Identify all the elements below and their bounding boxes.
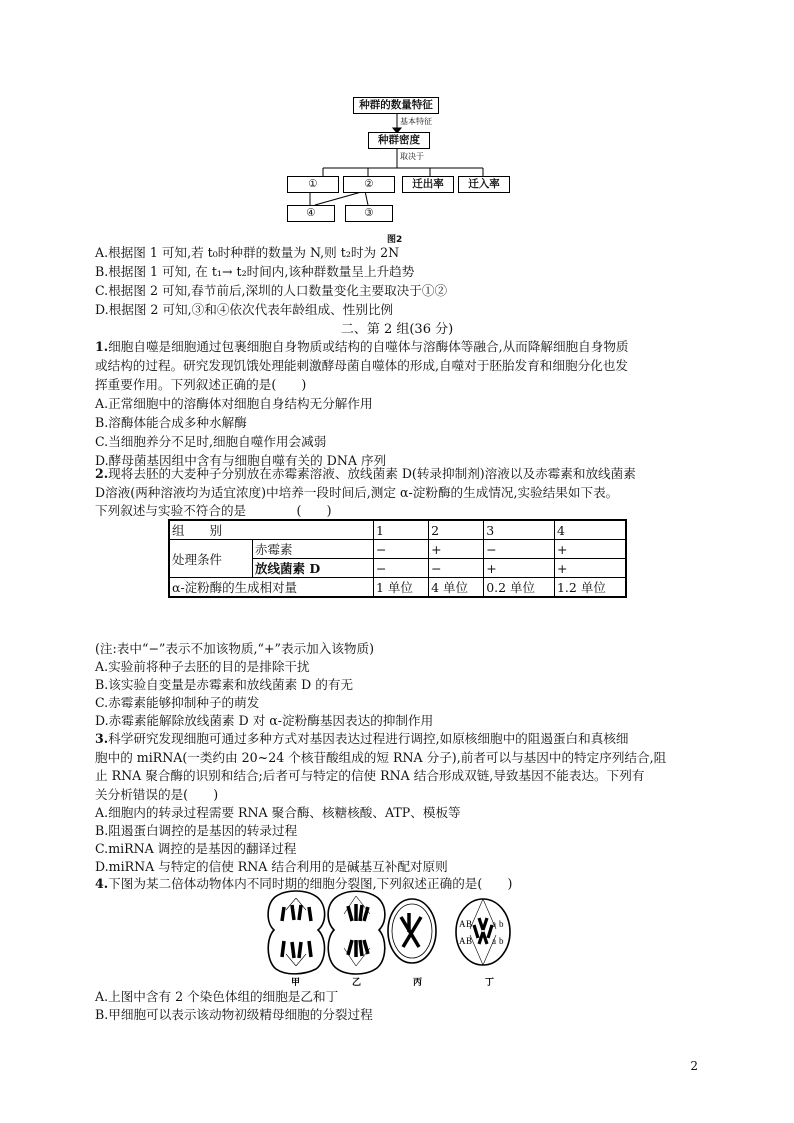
q3-stem-line-3: 止 RNA 聚合酶的识别和结合;后者可与特定的信使 RNA 结合形成双链,导致基因不能表达。下列有 [95, 768, 645, 783]
q2-number: 2. [95, 466, 109, 481]
q2-stem-line-2: D溶液(两种溶液均为适宜浓度)中培养一段时间后,测定 α-淀粉酶的生成情况,实验结果如下表。 [95, 485, 619, 500]
table-cell: + [554, 540, 626, 559]
box-immigration-rate: 迁入率 [458, 176, 510, 193]
q2-stem-text-1: 现将去胚的大麦种子分别放在赤霉素溶液、放线菌素 D(转录抑制剂)溶液以及赤霉素和放线菌素 [108, 466, 636, 481]
q1-option-c: C.当细胞养分不足时,细胞自噬作用会减弱 [95, 434, 327, 449]
table-actinomycin-label: 放线菌素 D [253, 559, 374, 578]
table-group-3: 3 [484, 520, 555, 540]
q3-option-c: C.miRNA 调控的是基因的翻译过程 [95, 841, 297, 856]
q3-option-b: B.阻遏蛋白调控的是基因的转录过程 [95, 823, 298, 838]
label-basic-feature: 基本特征 [400, 117, 432, 126]
q3-number: 3. [95, 731, 109, 746]
q4-stem-text: 下图为某二倍体动物体内不同时期的细胞分裂图,下列叙述正确的是( ) [108, 876, 513, 891]
q2-option-a: A.实验前将种子去胚的目的是排除干扰 [95, 659, 310, 674]
q1-option-a: A.正常细胞中的溶酶体对细胞自身结构无分解作用 [95, 396, 373, 411]
q4-number: 4. [95, 876, 109, 891]
section-title: 二、第 2 组(36 分) [340, 322, 454, 337]
q3-stem-line-2: 胞中的 miRNA(一类约由 20~24 个核苷酸组成的短 RNA 分子),前者可以与基因中的特定序列结合,阻 [95, 750, 667, 765]
gene-label: B [466, 936, 473, 946]
box-factor-2: ② [343, 176, 395, 193]
q3-stem-line-4: 关分析错误的是( ) [95, 787, 219, 802]
cell-label-bing: 丙 [413, 978, 423, 988]
gene-label: a [492, 919, 496, 929]
gene-label: b [499, 936, 504, 946]
cell-label-jia: 甲 [291, 978, 301, 988]
cell-label-yi: 乙 [352, 978, 362, 988]
q3-stem-text-1: 科学研究发现细胞可通过多种方式对基因表达过程进行调控,如原核细胞中的阻遏蛋白和真核细 [108, 731, 629, 746]
q1-number: 1. [95, 339, 109, 354]
q1-stem-text-1: 细胞自噬是细胞通过包裹细胞自身物质或结构的自噬体与溶酶体等融合,从而降解细胞自身物质 [108, 339, 629, 354]
cell-ding [456, 899, 510, 965]
gene-label: A [459, 919, 466, 929]
q1-stem-line-2: 或结构的过程。研究发现饥饿处理能刺激酵母菌自噬体的形成,自噬对于胚胎发育和细胞分化也发 [95, 358, 628, 373]
q2-option-c: C.赤霉素能够抑制种子的萌发 [95, 695, 260, 710]
gene-label: B [466, 919, 473, 929]
table-cell: − [373, 559, 428, 578]
figure-caption: 图2 [387, 235, 403, 245]
q1-option-b: B.溶酶体能合成多种水解酶 [95, 415, 247, 430]
table-cell: 0.2 单位 [484, 578, 555, 598]
gene-label: a [492, 936, 496, 946]
table-group-1: 1 [373, 520, 428, 540]
cell-label-ding: 丁 [485, 978, 495, 988]
table-treatment-label: 处理条件 [169, 540, 253, 578]
box-population-density: 种群密度 [368, 132, 430, 149]
q1-option-d: D.酵母菌基因组中含有与细胞自噬有关的 DNA 序列 [95, 453, 387, 468]
cell-bing [388, 899, 436, 963]
table-cell: − [429, 559, 484, 578]
gene-label: A [459, 936, 466, 946]
q2-option-b: B.该实验自变量是赤霉素和放线菌素 D 的有无 [95, 677, 354, 692]
box-population-characteristics: 种群的数量特征 [353, 97, 439, 114]
table-amylase-label: α-淀粉酶的生成相对量 [169, 578, 373, 598]
cell-jia [268, 891, 325, 974]
q2-table-note: (注:表中“−”表示不加该物质,“+”表示加入该物质) [95, 641, 375, 656]
table-cell: + [554, 559, 626, 578]
q3-option-d: D.miRNA 与特定的信使 RNA 结合利用的是碱基互补配对原则 [95, 859, 448, 874]
q2-option-d: D.赤霉素能解除放线菌素 D 对 α-淀粉酶基因表达的抑制作用 [95, 713, 434, 728]
table-cell: − [373, 540, 428, 559]
label-depends-on: 取决于 [400, 152, 424, 161]
page-number: 2 [690, 1059, 698, 1073]
box-factor-3: ③ [345, 205, 393, 222]
q3-option-a: A.细胞内的转录过程需要 RNA 聚合酶、核糖核酸、ATP、模板等 [95, 805, 461, 820]
table-header-group: 组 别 [169, 520, 373, 540]
prev-option-b: B.根据图 1 可知, 在 t₁→ t₂时间内,该种群数量呈上升趋势 [95, 264, 415, 279]
box-emigration-rate: 迁出率 [402, 176, 454, 193]
prev-option-a: A.根据图 1 可知,若 t₀时种群的数量为 N,则 t₂时为 2N [95, 245, 400, 260]
table-cell: + [429, 540, 484, 559]
table-group-4: 4 [554, 520, 626, 540]
table-cell: 4 单位 [429, 578, 484, 598]
table-cell: + [484, 559, 555, 578]
box-factor-1: ① [287, 176, 339, 193]
prev-option-c: C.根据图 2 可知,春节前后,深圳的人口数量变化主要取决于①② [95, 283, 448, 298]
table-cell: 1.2 单位 [554, 578, 626, 598]
table-group-2: 2 [429, 520, 484, 540]
table-gibberellin-label: 赤霉素 [253, 540, 374, 559]
box-factor-4: ④ [287, 205, 335, 222]
cell-yi [328, 891, 385, 974]
q2-stem-line-3: 下列叙述与实验不符合的是 ( ) [95, 503, 332, 518]
table-cell: − [484, 540, 555, 559]
gene-label: b [499, 919, 504, 929]
q4-option-a: A.上图中含有 2 个染色体组的细胞是乙和丁 [95, 989, 339, 1004]
q1-stem-line-3: 挥重要作用。下列叙述正确的是( ) [95, 377, 307, 392]
table-cell: 1 单位 [373, 578, 428, 598]
prev-option-d: D.根据图 2 可知,③和④依次代表年龄组成、性别比例 [95, 302, 394, 317]
q4-option-b: B.甲细胞可以表示该动物初级精母细胞的分裂过程 [95, 1007, 373, 1022]
